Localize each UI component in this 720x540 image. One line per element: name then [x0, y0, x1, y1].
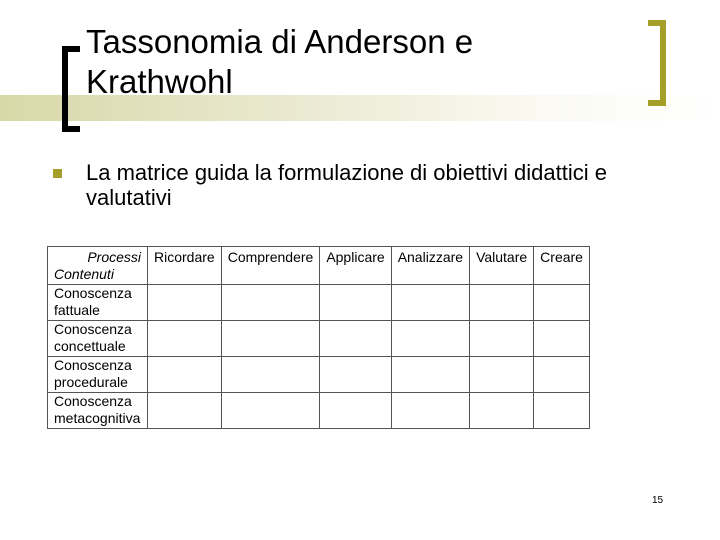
row-header-line1: Conoscenza — [54, 393, 132, 409]
matrix-cell — [391, 357, 469, 393]
matrix-row — [48, 393, 590, 429]
page-number: 15 — [652, 495, 664, 506]
row-header-line2: metacognitiva — [54, 410, 141, 426]
column-header: Applicare — [320, 247, 391, 285]
matrix-cell — [470, 321, 534, 357]
matrix-cell — [391, 285, 469, 321]
matrix-cell — [320, 357, 391, 393]
matrix-cell — [534, 393, 590, 429]
column-header: Analizzare — [391, 247, 469, 285]
corner-contenuti-label: Contenuti — [54, 266, 114, 282]
right-bracket-decoration — [648, 20, 666, 106]
matrix-cell — [534, 321, 590, 357]
column-header: Creare — [534, 247, 590, 285]
matrix-cell — [470, 393, 534, 429]
row-header-line2: procedurale — [54, 374, 128, 390]
matrix-row — [48, 285, 590, 321]
matrix-cell — [148, 357, 222, 393]
matrix-cell — [221, 357, 320, 393]
row-header-line1: Conoscenza — [54, 321, 132, 337]
matrix-cell — [148, 393, 222, 429]
row-header — [48, 285, 148, 321]
left-bracket-decoration — [62, 46, 80, 132]
column-header: Comprendere — [221, 247, 320, 285]
matrix-cell — [391, 321, 469, 357]
matrix-cell — [320, 393, 391, 429]
row-header — [48, 321, 148, 357]
matrix-cell — [534, 357, 590, 393]
matrix-cell — [320, 285, 391, 321]
matrix-cell — [391, 393, 469, 429]
row-header — [48, 393, 148, 429]
matrix-cell — [148, 321, 222, 357]
row-header-line2: fattuale — [54, 302, 100, 318]
matrix-cell — [320, 321, 391, 357]
row-header-line1: Conoscenza — [54, 285, 132, 301]
matrix-row — [48, 321, 590, 357]
column-header: Ricordare — [148, 247, 222, 285]
matrix-cell — [534, 285, 590, 321]
bullet-square-icon — [53, 169, 62, 178]
matrix-cell — [470, 357, 534, 393]
matrix-cell — [221, 285, 320, 321]
matrix-cell — [470, 285, 534, 321]
bullet-text: La matrice guida la formulazione di obiettivi didattici e valutativi — [86, 160, 607, 210]
matrix-header-row — [48, 247, 590, 285]
slide-title: Tassonomia di Anderson e Krathwohl — [86, 23, 474, 100]
matrix-cell — [148, 285, 222, 321]
matrix-cell — [221, 321, 320, 357]
corner-processi-label: Processi — [87, 249, 141, 265]
column-header: Valutare — [470, 247, 534, 285]
matrix-cell — [221, 393, 320, 429]
row-header-line1: Conoscenza — [54, 357, 132, 373]
bullet-item — [50, 160, 670, 210]
row-header-line2: concettuale — [54, 338, 126, 354]
taxonomy-matrix — [47, 246, 590, 429]
matrix-corner-cell — [48, 247, 148, 285]
row-header — [48, 357, 148, 393]
matrix-row — [48, 357, 590, 393]
